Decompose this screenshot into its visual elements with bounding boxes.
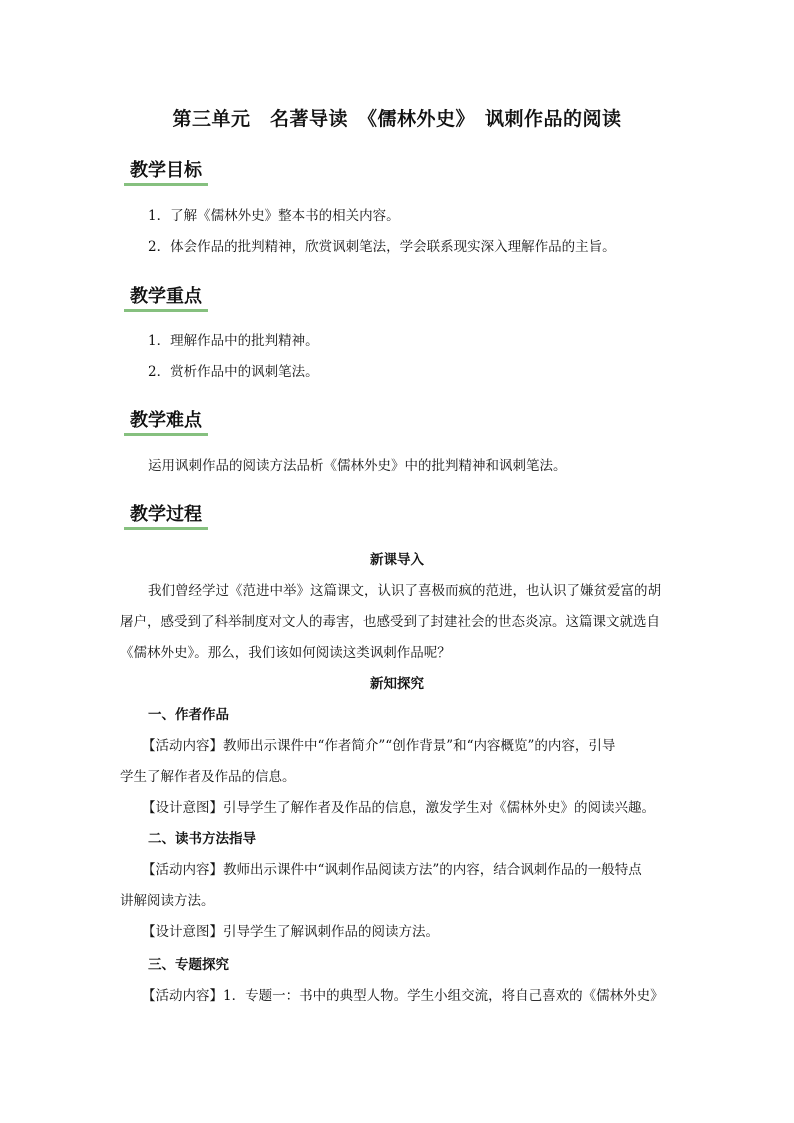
activity-line: 【活动内容】1．专题一：书中的典型人物。学生小组交流，将自己喜欢的《儒林外史》 — [142, 988, 664, 1004]
section-heading-objectives: 教学目标 — [124, 158, 208, 186]
part-heading-author: 一、作者作品 — [148, 707, 229, 723]
section-heading-key-points: 教学重点 — [124, 284, 208, 312]
activity-line: 【活动内容】教师出示课件中“作者简介”“创作背景”和“内容概览”的内容，引导 — [142, 738, 616, 754]
subsection-title-explore: 新知探究 — [370, 676, 424, 692]
intro-paragraph-line: 《儒林外史》。那么，我们该如何阅读这类讽刺作品呢？ — [120, 645, 451, 661]
section-heading-process: 教学过程 — [124, 502, 208, 530]
part-heading-topic-study: 三、专题探究 — [148, 957, 229, 973]
key-point-item: 1．理解作品中的批判精神。 — [148, 333, 319, 349]
intro-paragraph-line: 我们曾经学过《范进中举》这篇课文，认识了喜极而疯的范进，也认识了嫌贫爱富的胡 — [148, 583, 661, 599]
section-heading-difficulties: 教学难点 — [124, 408, 208, 436]
document-title: 第三单元 名著导读 《儒林外史》 讽刺作品的阅读 — [172, 108, 622, 130]
objective-item: 2．体会作品的批判精神，欣赏讽刺笔法，学会联系现实深入理解作品的主旨。 — [148, 239, 616, 255]
activity-line: 【活动内容】教师出示课件中“讽刺作品阅读方法”的内容，结合讽刺作品的一般特点 — [142, 862, 642, 878]
activity-line: 学生了解作者及作品的信息。 — [120, 769, 296, 785]
part-heading-reading-method: 二、读书方法指导 — [148, 831, 256, 847]
activity-line: 讲解阅读方法。 — [120, 893, 215, 909]
intro-paragraph-line: 屠户，感受到了科举制度对文人的毒害，也感受到了封建社会的世态炎凉。这篇课文就选自 — [120, 614, 660, 630]
design-line: 【设计意图】引导学生了解讽刺作品的阅读方法。 — [142, 924, 439, 940]
difficulty-text: 运用讽刺作品的阅读方法品析《儒林外史》中的批判精神和讽刺笔法。 — [148, 458, 567, 474]
subsection-title-intro: 新课导入 — [370, 552, 424, 568]
design-line: 【设计意图】引导学生了解作者及作品的信息，激发学生对《儒林外史》的阅读兴趣。 — [142, 800, 655, 816]
objective-item: 1．了解《儒林外史》整本书的相关内容。 — [148, 208, 400, 224]
key-point-item: 2．赏析作品中的讽刺笔法。 — [148, 364, 319, 380]
